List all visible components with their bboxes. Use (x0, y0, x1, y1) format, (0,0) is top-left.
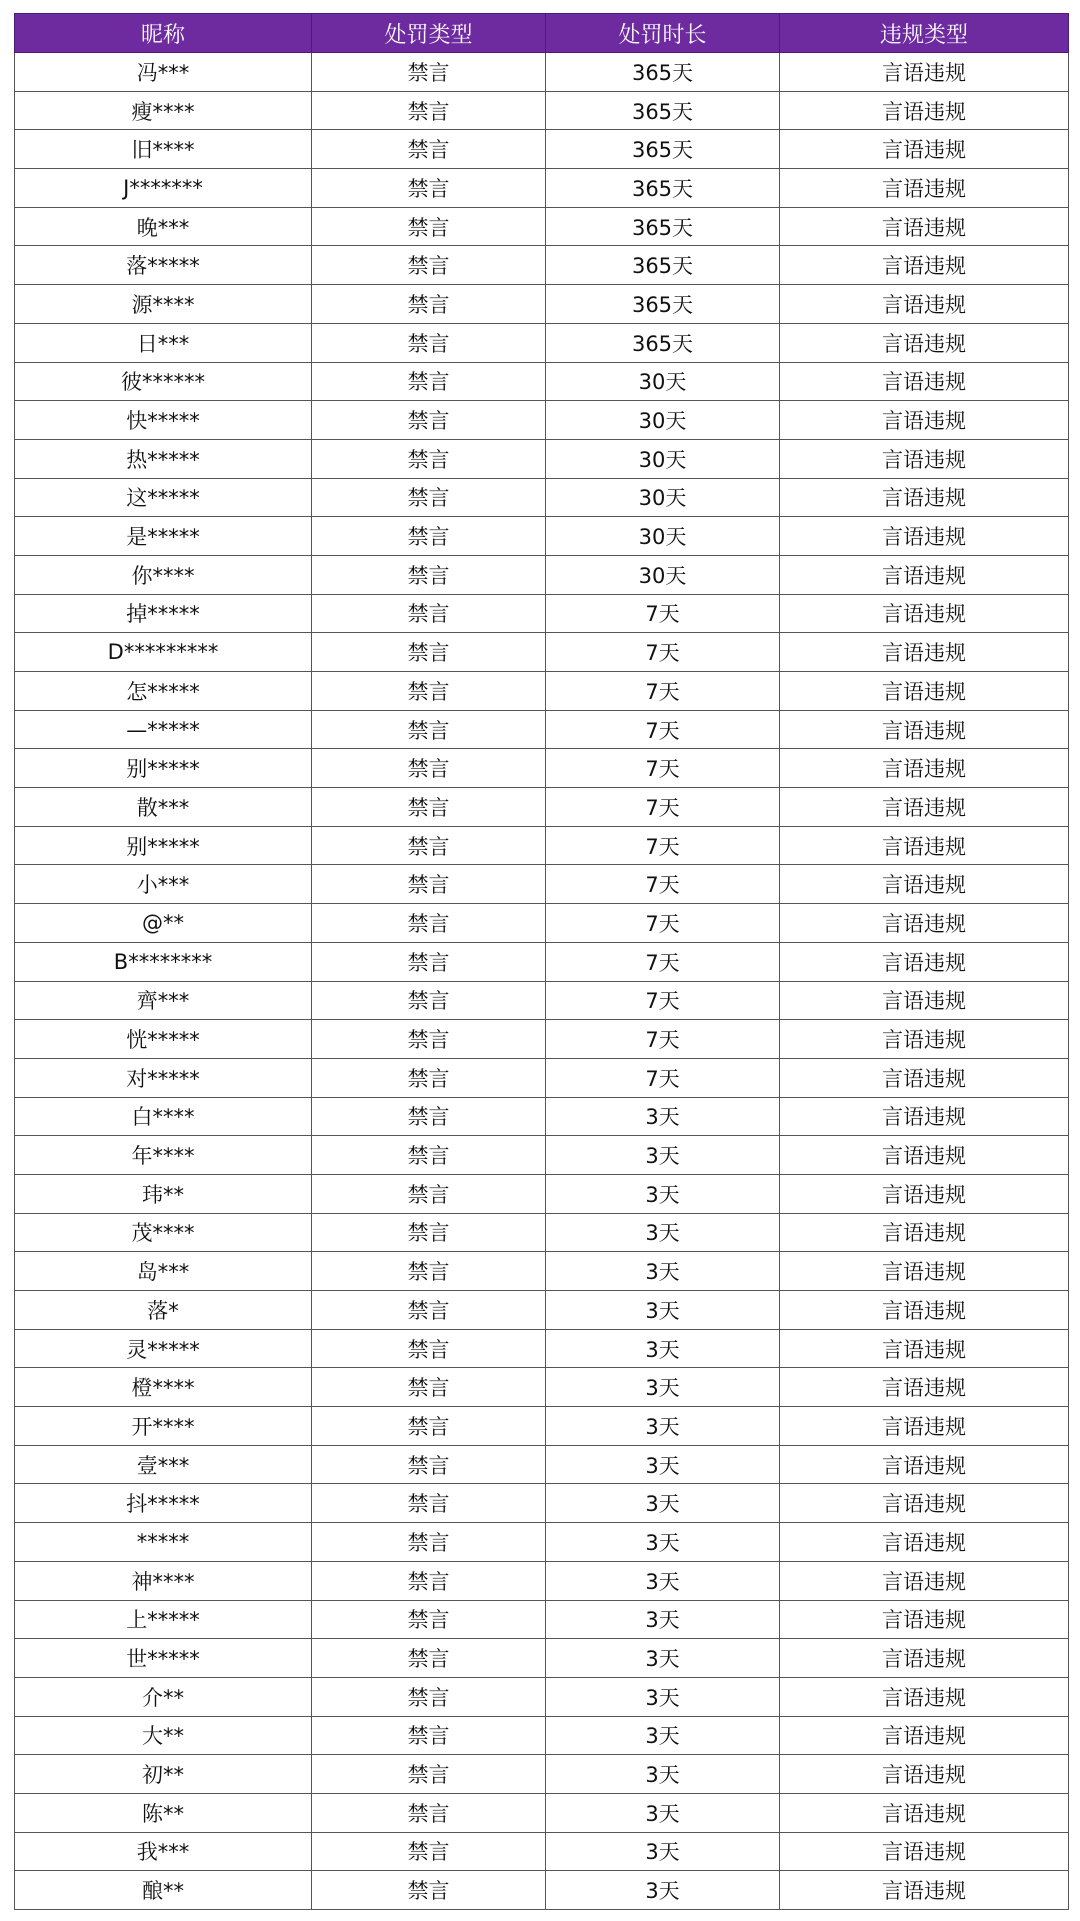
cell-nickname: 世***** (15, 1639, 312, 1678)
cell-violation-type: 言语违规 (780, 1058, 1069, 1097)
cell-nickname: 岛*** (15, 1252, 312, 1291)
cell-punishment-type: 禁言 (312, 555, 546, 594)
cell-punishment-type: 禁言 (312, 207, 546, 246)
cell-nickname: 陈** (15, 1793, 312, 1832)
cell-violation-type: 言语违规 (780, 1755, 1069, 1794)
table-row (15, 1368, 1069, 1407)
cell-punishment-type: 禁言 (312, 1291, 546, 1330)
cell-punishment-type: 禁言 (312, 1020, 546, 1059)
cell-punishment-type: 禁言 (312, 1097, 546, 1136)
table-row (15, 517, 1069, 556)
cell-punishment-duration: 7天 (546, 942, 780, 981)
cell-violation-type: 言语违规 (780, 1793, 1069, 1832)
cell-punishment-duration: 3天 (546, 1484, 780, 1523)
cell-punishment-type: 禁言 (312, 1213, 546, 1252)
table-row (15, 672, 1069, 711)
cell-nickname: 日*** (15, 323, 312, 362)
cell-violation-type: 言语违规 (780, 555, 1069, 594)
table-row (15, 749, 1069, 788)
cell-nickname: 瘦**** (15, 91, 312, 130)
cell-punishment-type: 禁言 (312, 633, 546, 672)
cell-nickname: 灵***** (15, 1329, 312, 1368)
cell-violation-type: 言语违规 (780, 439, 1069, 478)
table-row (15, 1058, 1069, 1097)
table-row (15, 942, 1069, 981)
cell-nickname: 冯*** (15, 53, 312, 92)
cell-violation-type: 言语违规 (780, 246, 1069, 285)
cell-punishment-duration: 30天 (546, 517, 780, 556)
cell-punishment-type: 禁言 (312, 594, 546, 633)
cell-nickname: 落***** (15, 246, 312, 285)
cell-nickname: 神**** (15, 1561, 312, 1600)
cell-punishment-type: 禁言 (312, 1793, 546, 1832)
cell-nickname: 怎***** (15, 672, 312, 711)
cell-punishment-type: 禁言 (312, 323, 546, 362)
cell-violation-type: 言语违规 (780, 1020, 1069, 1059)
table-row (15, 1561, 1069, 1600)
cell-nickname: 是***** (15, 517, 312, 556)
cell-punishment-type: 禁言 (312, 672, 546, 711)
cell-punishment-duration: 3天 (546, 1291, 780, 1330)
table-row (15, 1871, 1069, 1910)
cell-punishment-duration: 3天 (546, 1213, 780, 1252)
cell-punishment-type: 禁言 (312, 478, 546, 517)
cell-punishment-duration: 3天 (546, 1368, 780, 1407)
cell-nickname: 热***** (15, 439, 312, 478)
cell-punishment-type: 禁言 (312, 1716, 546, 1755)
table-row (15, 1793, 1069, 1832)
cell-violation-type: 言语违规 (780, 91, 1069, 130)
cell-nickname: 这***** (15, 478, 312, 517)
cell-punishment-duration: 7天 (546, 672, 780, 711)
table-row (15, 285, 1069, 324)
cell-nickname: 玮** (15, 1174, 312, 1213)
cell-punishment-type: 禁言 (312, 1755, 546, 1794)
cell-punishment-type: 禁言 (312, 439, 546, 478)
table-row (15, 1329, 1069, 1368)
cell-violation-type: 言语违规 (780, 1871, 1069, 1910)
cell-punishment-duration: 365天 (546, 130, 780, 169)
table-row (15, 1677, 1069, 1716)
cell-punishment-duration: 365天 (546, 246, 780, 285)
table-row (15, 323, 1069, 362)
cell-nickname: 晚*** (15, 207, 312, 246)
cell-punishment-duration: 7天 (546, 710, 780, 749)
cell-punishment-duration: 3天 (546, 1600, 780, 1639)
table-row (15, 1600, 1069, 1639)
cell-violation-type: 言语违规 (780, 904, 1069, 943)
cell-punishment-type: 禁言 (312, 362, 546, 401)
table-row (15, 1523, 1069, 1562)
cell-violation-type: 言语违规 (780, 1716, 1069, 1755)
cell-punishment-duration: 7天 (546, 865, 780, 904)
cell-nickname: @** (15, 904, 312, 943)
table-row (15, 594, 1069, 633)
cell-punishment-type: 禁言 (312, 130, 546, 169)
cell-nickname: 源**** (15, 285, 312, 324)
cell-punishment-type: 禁言 (312, 517, 546, 556)
cell-punishment-duration: 3天 (546, 1677, 780, 1716)
cell-punishment-duration: 3天 (546, 1445, 780, 1484)
cell-punishment-duration: 365天 (546, 323, 780, 362)
cell-violation-type: 言语违规 (780, 942, 1069, 981)
punishment-table (14, 13, 1069, 1910)
cell-punishment-type: 禁言 (312, 169, 546, 208)
cell-nickname: 齊*** (15, 981, 312, 1020)
cell-violation-type: 言语违规 (780, 1832, 1069, 1871)
header-punishment-type: 处罚类型 (312, 14, 546, 53)
cell-nickname: 恍***** (15, 1020, 312, 1059)
cell-punishment-duration: 30天 (546, 555, 780, 594)
header-nickname: 昵称 (15, 14, 312, 53)
cell-nickname: 抖***** (15, 1484, 312, 1523)
cell-punishment-type: 禁言 (312, 1677, 546, 1716)
cell-violation-type: 言语违规 (780, 207, 1069, 246)
cell-nickname: 你**** (15, 555, 312, 594)
cell-violation-type: 言语违规 (780, 1174, 1069, 1213)
table-row (15, 1407, 1069, 1446)
cell-violation-type: 言语违规 (780, 1561, 1069, 1600)
cell-punishment-type: 禁言 (312, 981, 546, 1020)
cell-violation-type: 言语违规 (780, 323, 1069, 362)
cell-punishment-duration: 30天 (546, 439, 780, 478)
table-row (15, 788, 1069, 827)
cell-violation-type: 言语违规 (780, 981, 1069, 1020)
table-row (15, 91, 1069, 130)
table-row (15, 1445, 1069, 1484)
cell-violation-type: 言语违规 (780, 788, 1069, 827)
cell-punishment-duration: 7天 (546, 594, 780, 633)
cell-punishment-type: 禁言 (312, 942, 546, 981)
cell-punishment-type: 禁言 (312, 91, 546, 130)
cell-punishment-duration: 7天 (546, 749, 780, 788)
cell-punishment-type: 禁言 (312, 246, 546, 285)
table-row (15, 633, 1069, 672)
cell-punishment-type: 禁言 (312, 749, 546, 788)
cell-nickname: 开**** (15, 1407, 312, 1446)
cell-punishment-duration: 7天 (546, 1058, 780, 1097)
table-row (15, 1020, 1069, 1059)
cell-punishment-duration: 7天 (546, 788, 780, 827)
cell-violation-type: 言语违规 (780, 1445, 1069, 1484)
cell-violation-type: 言语违规 (780, 401, 1069, 440)
cell-punishment-duration: 365天 (546, 169, 780, 208)
table-row (15, 1755, 1069, 1794)
cell-punishment-duration: 3天 (546, 1755, 780, 1794)
cell-punishment-type: 禁言 (312, 1058, 546, 1097)
cell-nickname: 我*** (15, 1832, 312, 1871)
cell-violation-type: 言语违规 (780, 1407, 1069, 1446)
cell-nickname: 别***** (15, 749, 312, 788)
cell-punishment-type: 禁言 (312, 401, 546, 440)
cell-punishment-duration: 365天 (546, 53, 780, 92)
cell-violation-type: 言语违规 (780, 633, 1069, 672)
cell-violation-type: 言语违规 (780, 130, 1069, 169)
cell-nickname: 年**** (15, 1136, 312, 1175)
cell-punishment-type: 禁言 (312, 1832, 546, 1871)
table-row (15, 1136, 1069, 1175)
table-row (15, 53, 1069, 92)
table-row (15, 981, 1069, 1020)
cell-punishment-duration: 30天 (546, 478, 780, 517)
cell-punishment-duration: 7天 (546, 981, 780, 1020)
cell-punishment-type: 禁言 (312, 1445, 546, 1484)
cell-violation-type: 言语违规 (780, 594, 1069, 633)
cell-violation-type: 言语违规 (780, 1677, 1069, 1716)
table-row (15, 1174, 1069, 1213)
cell-punishment-duration: 7天 (546, 1020, 780, 1059)
table-row (15, 710, 1069, 749)
cell-punishment-type: 禁言 (312, 1600, 546, 1639)
table-row (15, 207, 1069, 246)
cell-punishment-duration: 365天 (546, 207, 780, 246)
table-body (15, 53, 1069, 1910)
cell-punishment-type: 禁言 (312, 1252, 546, 1291)
cell-punishment-type: 禁言 (312, 904, 546, 943)
cell-nickname: 酿** (15, 1871, 312, 1910)
cell-nickname: 彼****** (15, 362, 312, 401)
cell-nickname: 橙**** (15, 1368, 312, 1407)
cell-nickname: —***** (15, 710, 312, 749)
cell-violation-type: 言语违规 (780, 1523, 1069, 1562)
cell-punishment-duration: 30天 (546, 362, 780, 401)
cell-violation-type: 言语违规 (780, 1329, 1069, 1368)
cell-punishment-type: 禁言 (312, 1136, 546, 1175)
cell-punishment-type: 禁言 (312, 1329, 546, 1368)
cell-punishment-type: 禁言 (312, 788, 546, 827)
cell-violation-type: 言语违规 (780, 1639, 1069, 1678)
cell-nickname: ***** (15, 1523, 312, 1562)
cell-nickname: 初** (15, 1755, 312, 1794)
table-row (15, 904, 1069, 943)
cell-punishment-type: 禁言 (312, 1484, 546, 1523)
cell-nickname: B******** (15, 942, 312, 981)
cell-punishment-duration: 3天 (546, 1639, 780, 1678)
cell-punishment-duration: 3天 (546, 1407, 780, 1446)
cell-violation-type: 言语违规 (780, 1600, 1069, 1639)
table-row (15, 1097, 1069, 1136)
cell-nickname: 散*** (15, 788, 312, 827)
table-row (15, 130, 1069, 169)
cell-punishment-duration: 7天 (546, 826, 780, 865)
cell-violation-type: 言语违规 (780, 672, 1069, 711)
table-row (15, 1291, 1069, 1330)
cell-punishment-duration: 3天 (546, 1871, 780, 1910)
cell-nickname: 快***** (15, 401, 312, 440)
table-row (15, 1213, 1069, 1252)
cell-punishment-duration: 7天 (546, 633, 780, 672)
cell-nickname: 小*** (15, 865, 312, 904)
cell-punishment-duration: 3天 (546, 1716, 780, 1755)
cell-nickname: D********* (15, 633, 312, 672)
cell-violation-type: 言语违规 (780, 1291, 1069, 1330)
cell-violation-type: 言语违规 (780, 478, 1069, 517)
cell-nickname: 大** (15, 1716, 312, 1755)
cell-nickname: 掉***** (15, 594, 312, 633)
cell-nickname: 对***** (15, 1058, 312, 1097)
table-row (15, 865, 1069, 904)
cell-punishment-type: 禁言 (312, 1561, 546, 1600)
cell-violation-type: 言语违规 (780, 53, 1069, 92)
header-violation-type: 违规类型 (780, 14, 1069, 53)
table-row (15, 439, 1069, 478)
cell-nickname: 上***** (15, 1600, 312, 1639)
cell-punishment-type: 禁言 (312, 53, 546, 92)
table-row (15, 169, 1069, 208)
cell-violation-type: 言语违规 (780, 169, 1069, 208)
cell-punishment-duration: 30天 (546, 401, 780, 440)
cell-punishment-type: 禁言 (312, 285, 546, 324)
table-row (15, 1484, 1069, 1523)
cell-violation-type: 言语违规 (780, 1213, 1069, 1252)
cell-violation-type: 言语违规 (780, 1252, 1069, 1291)
cell-nickname: 介** (15, 1677, 312, 1716)
table-row (15, 826, 1069, 865)
cell-punishment-type: 禁言 (312, 710, 546, 749)
cell-violation-type: 言语违规 (780, 749, 1069, 788)
cell-violation-type: 言语违规 (780, 1484, 1069, 1523)
cell-punishment-type: 禁言 (312, 1523, 546, 1562)
cell-nickname: 别***** (15, 826, 312, 865)
cell-punishment-type: 禁言 (312, 1407, 546, 1446)
table-row (15, 1639, 1069, 1678)
cell-punishment-duration: 3天 (546, 1561, 780, 1600)
cell-punishment-duration: 7天 (546, 904, 780, 943)
header-row (15, 14, 1069, 53)
cell-punishment-duration: 3天 (546, 1793, 780, 1832)
cell-punishment-type: 禁言 (312, 1174, 546, 1213)
table-header (15, 14, 1069, 53)
cell-nickname: 落* (15, 1291, 312, 1330)
cell-punishment-duration: 3天 (546, 1136, 780, 1175)
cell-punishment-type: 禁言 (312, 1639, 546, 1678)
cell-punishment-duration: 365天 (546, 91, 780, 130)
cell-violation-type: 言语违规 (780, 1368, 1069, 1407)
header-punishment-duration: 处罚时长 (546, 14, 780, 53)
cell-violation-type: 言语违规 (780, 1097, 1069, 1136)
cell-punishment-duration: 3天 (546, 1174, 780, 1213)
cell-nickname: 白**** (15, 1097, 312, 1136)
punishment-table-container (14, 13, 1068, 1910)
table-row (15, 478, 1069, 517)
cell-nickname: 茂**** (15, 1213, 312, 1252)
cell-punishment-type: 禁言 (312, 1368, 546, 1407)
cell-violation-type: 言语违规 (780, 362, 1069, 401)
cell-violation-type: 言语违规 (780, 1136, 1069, 1175)
cell-violation-type: 言语违规 (780, 865, 1069, 904)
table-row (15, 1832, 1069, 1871)
cell-punishment-type: 禁言 (312, 826, 546, 865)
table-row (15, 555, 1069, 594)
cell-punishment-duration: 3天 (546, 1252, 780, 1291)
table-row (15, 1252, 1069, 1291)
cell-violation-type: 言语违规 (780, 710, 1069, 749)
table-row (15, 246, 1069, 285)
cell-punishment-type: 禁言 (312, 865, 546, 904)
cell-nickname: 壹*** (15, 1445, 312, 1484)
cell-violation-type: 言语违规 (780, 517, 1069, 556)
cell-violation-type: 言语违规 (780, 826, 1069, 865)
cell-punishment-duration: 365天 (546, 285, 780, 324)
table-row (15, 401, 1069, 440)
cell-punishment-duration: 3天 (546, 1832, 780, 1871)
cell-nickname: J******* (15, 169, 312, 208)
cell-punishment-type: 禁言 (312, 1871, 546, 1910)
cell-nickname: 旧**** (15, 130, 312, 169)
table-row (15, 1716, 1069, 1755)
cell-punishment-duration: 3天 (546, 1097, 780, 1136)
cell-violation-type: 言语违规 (780, 285, 1069, 324)
table-row (15, 362, 1069, 401)
cell-punishment-duration: 3天 (546, 1523, 780, 1562)
cell-punishment-duration: 3天 (546, 1329, 780, 1368)
